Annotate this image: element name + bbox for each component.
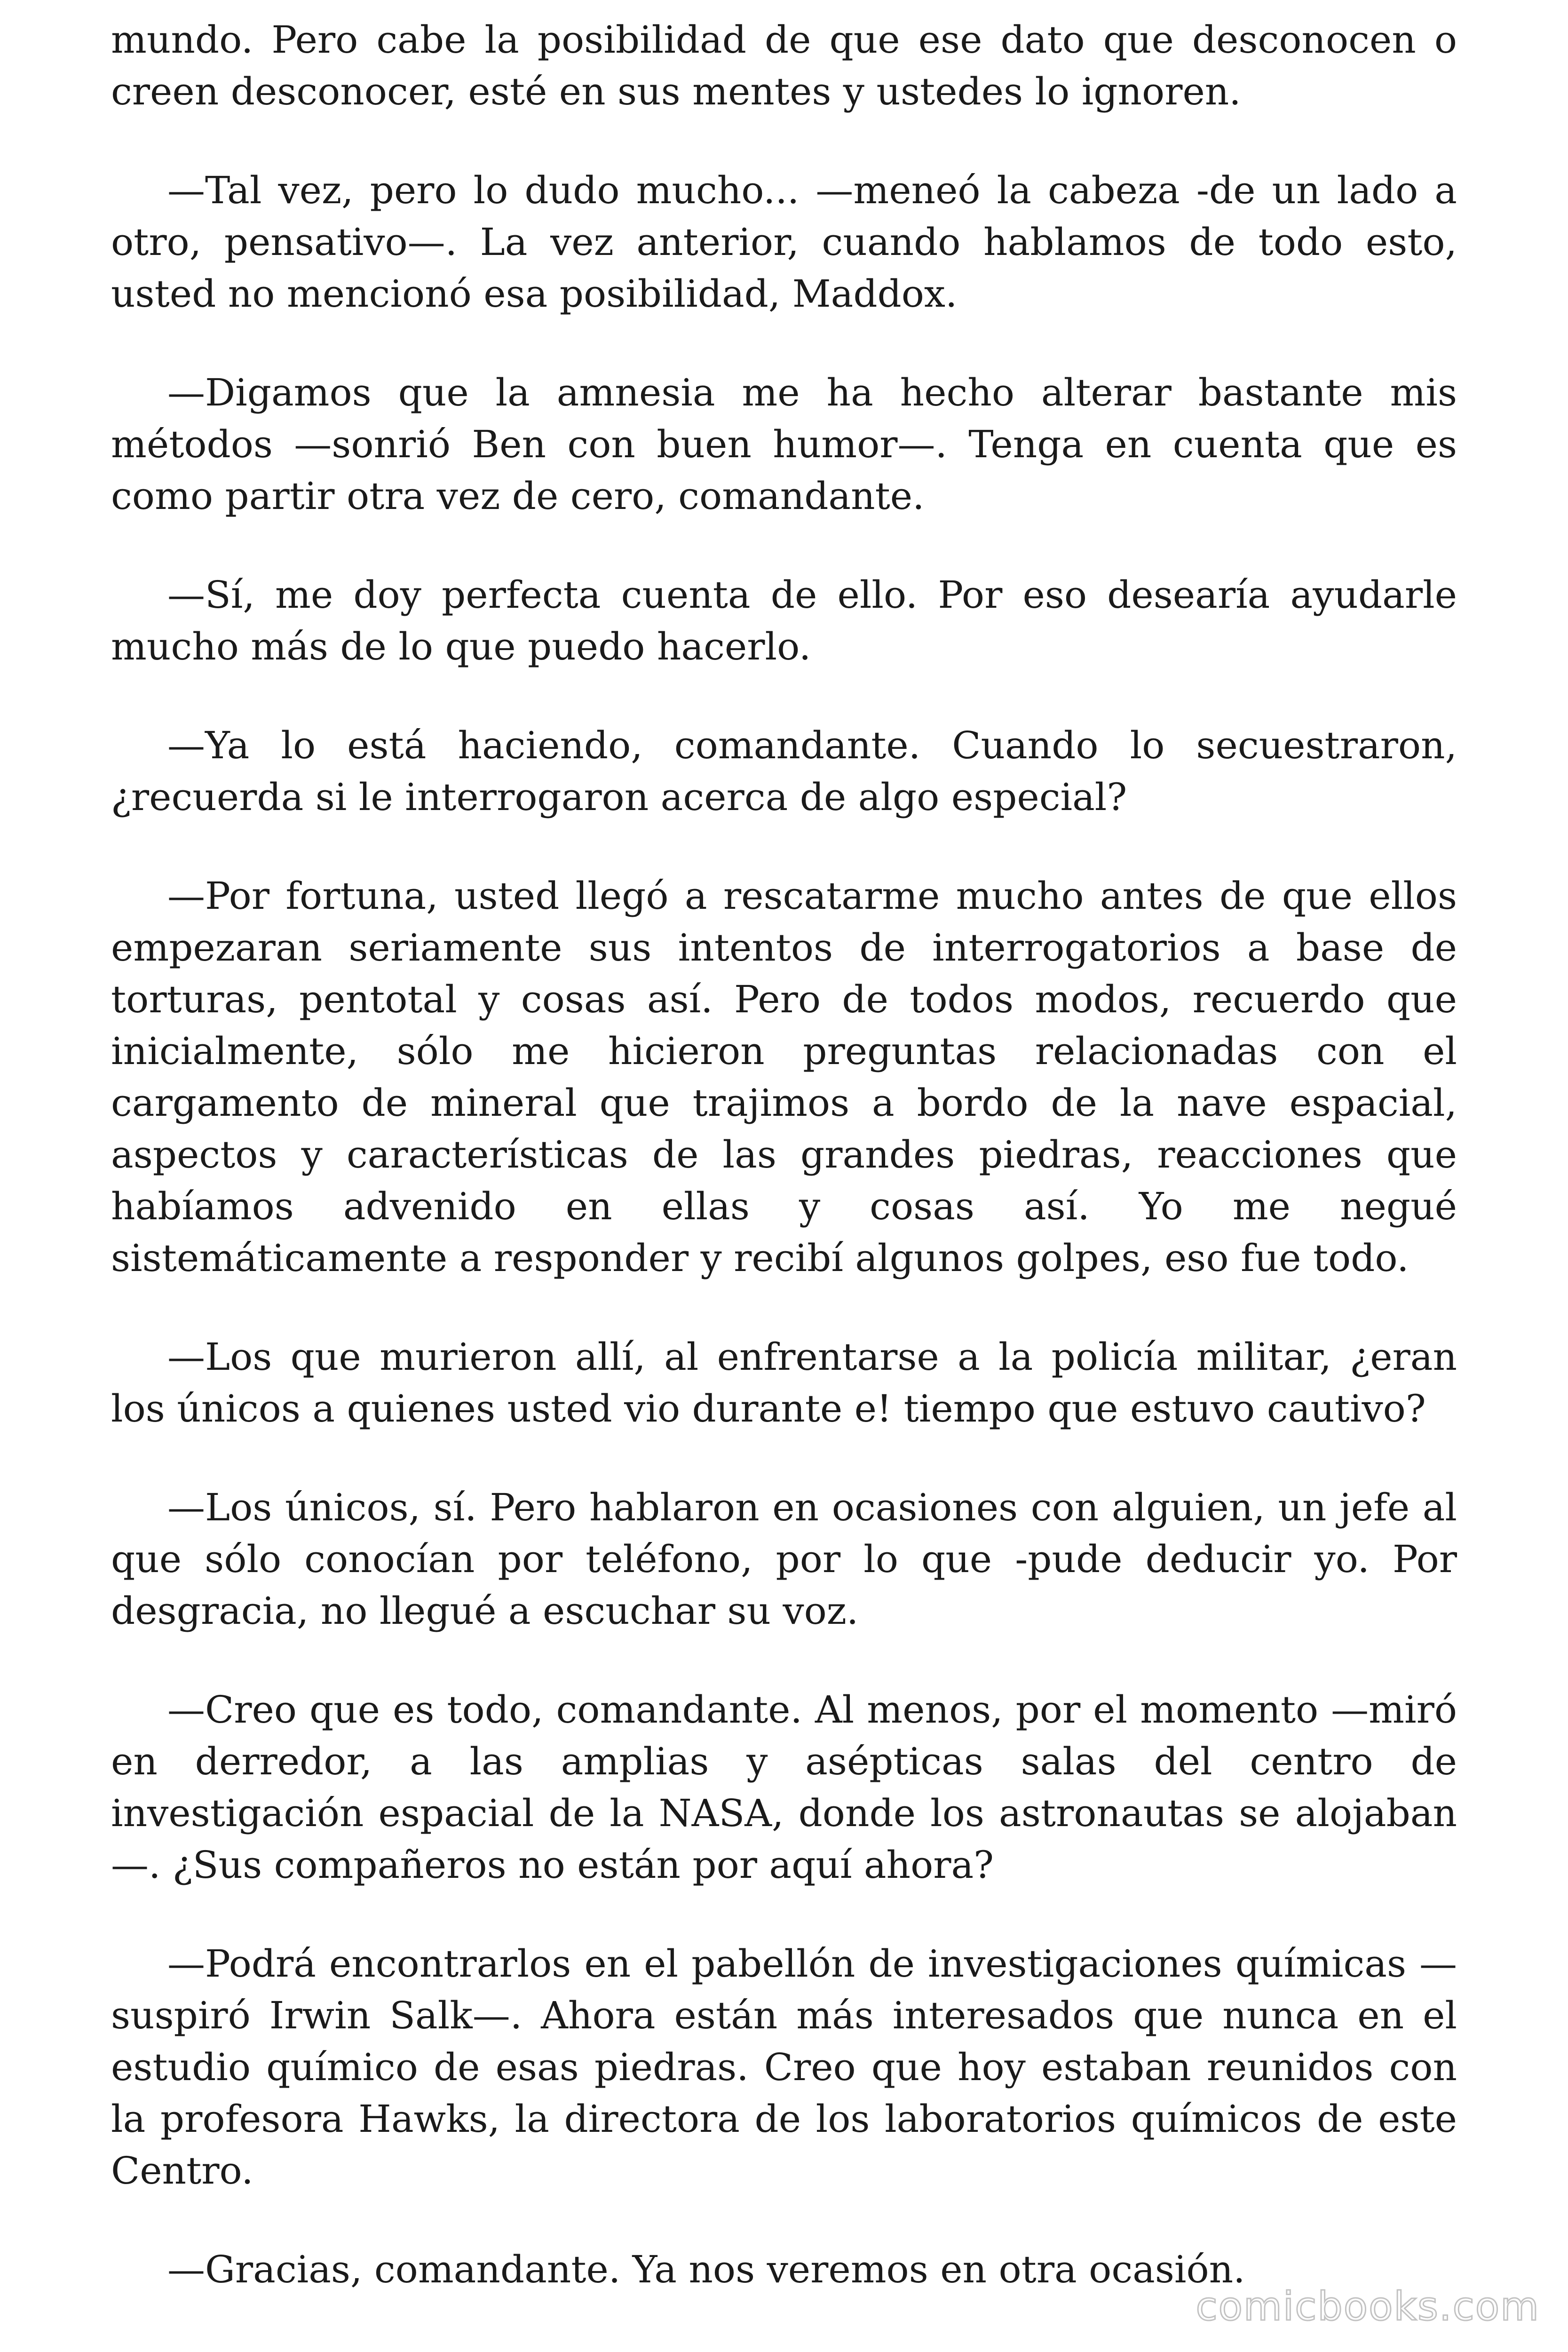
paragraph: —Creo que es todo, comandante. Al menos, por el momento —miró en derredor, a las amplias y asépticas salas del centro de investigación espacial de la NASA, donde los astronautas se alojaban —. ¿Sus compañeros no están por aquí ahora?	[111, 1688, 1457, 1887]
paragraph: —Los que murieron allí, al enfrentarse a la policía militar, ¿eran los únicos a quienes usted vio durante e! tiempo que estuvo cautivo?	[111, 1335, 1457, 1430]
paragraph: —Digamos que la amnesia me ha hecho alterar bastante mis métodos —sonrió Ben con buen humor—. Tenga en cuenta que es como partir otra vez de cero, comandante.	[111, 371, 1457, 518]
paragraph: —Gracias, comandante. Ya nos veremos en otra ocasión.	[167, 2248, 1245, 2291]
paragraph: —Sí, me doy perfecta cuenta de ello. Por eso desearía ayudarle mucho más de lo que puedo hacerlo.	[111, 573, 1457, 668]
paragraph-continuation: mundo. Pero cabe la posibilidad de que ese dato que desconocen o creen desconocer, esté en sus mentes y ustedes lo ignoren.	[111, 18, 1457, 113]
paragraph: —Por fortuna, usted llegó a rescatarme mucho antes de que ellos empezaran seriamente sus intentos de interrogatorios a base de torturas, pentotal y cosas así. Pero de todos modos, recuerdo que inicialmente, sólo me hicieron preguntas relacionadas con el cargamento de mineral que trajimos a bordo de la nave espacial, aspectos y características de las grandes piedras, reacciones que habíamos advenido en ellas y cosas así. Yo me negué sistemáticamente a responder y recibí algunos golpes, eso fue todo.	[111, 874, 1457, 1280]
paragraph: —Tal vez, pero lo dudo mucho... —meneó la cabeza -de un lado a otro, pensativo—. La vez anterior, cuando hablamos de todo esto, usted no mencionó esa posibilidad, Maddox.	[111, 168, 1457, 316]
document-page	[111, 14, 1457, 2343]
watermark: comicbooks.com	[1196, 2283, 1540, 2329]
paragraph: —Podrá encontrarlos en el pabellón de investigaciones químicas — suspiró Irwin Salk—. Ahora están más interesados que nunca en el estudio químico de esas piedras. Creo que hoy estaban reunidos con la profesora Hawks, la directora de los laboratorios químicos de este Centro.	[111, 1942, 1457, 2193]
paragraph: —Ya lo está haciendo, comandante. Cuando lo secuestraron, ¿recuerda si le interrogaron acerca de algo especial?	[111, 723, 1457, 819]
paragraph: —Los únicos, sí. Pero hablaron en ocasiones con alguien, un jefe al que sólo conocían por teléfono, por lo que -pude deducir yo. Por desgracia, no llegué a escuchar su voz.	[111, 1486, 1457, 1633]
